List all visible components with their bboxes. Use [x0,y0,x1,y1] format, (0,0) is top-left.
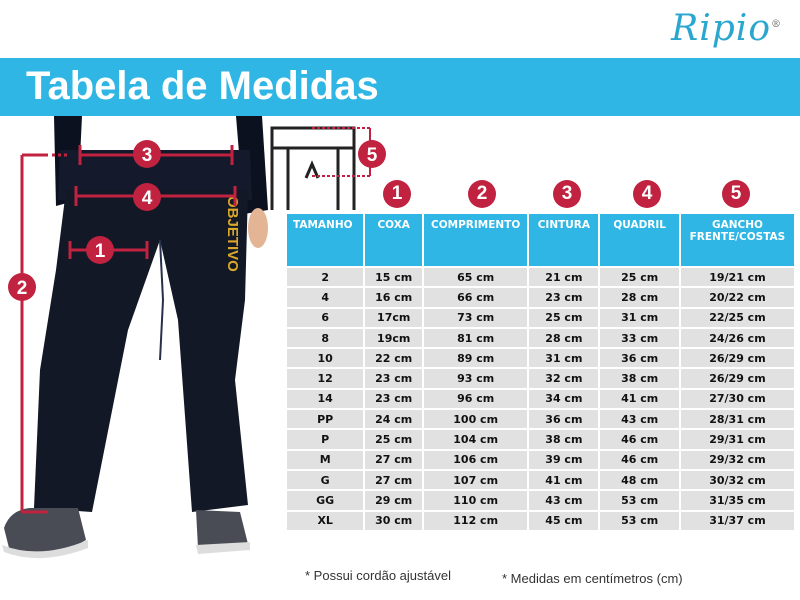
note-units: * Medidas em centímetros (cm) [502,571,683,586]
registered-mark: ® [771,19,782,30]
table-cell: 8 [287,329,363,347]
table-cell: 107 cm [424,471,527,489]
table-cell: 31 cm [600,309,678,327]
table-cell: 23 cm [365,369,422,387]
table-cell: M [287,451,363,469]
pants-print: OBJETIVO [224,196,241,272]
table-cell: 10 [287,349,363,367]
svg-text:4: 4 [141,188,153,209]
table-cell: 46 cm [600,430,678,448]
table-cell: 31 cm [529,349,598,367]
table-cell: 53 cm [600,512,678,530]
table-cell: 96 cm [424,390,527,408]
table-cell: 104 cm [424,430,527,448]
table-cell: 24/26 cm [681,329,794,347]
table-cell: 24 cm [365,410,422,428]
table-cell: 41 cm [529,471,598,489]
svg-text:2: 2 [16,278,28,299]
table-cell: 34 cm [529,390,598,408]
table-cell: 106 cm [424,451,527,469]
brand-name: Ripio [671,8,771,49]
table-cell: 23 cm [365,390,422,408]
table-cell: 20/22 cm [681,288,794,306]
column-header: TAMANHO [287,214,363,266]
table-cell: 19/21 cm [681,268,794,286]
table-cell: 6 [287,309,363,327]
figure-marker-2 [8,273,36,301]
table-cell: 53 cm [600,491,678,509]
table-row [287,390,794,408]
table-row [287,369,794,387]
table-cell: 29 cm [365,491,422,509]
table-cell: 46 cm [600,451,678,469]
title-banner [0,58,800,116]
table-cell: 14 [287,390,363,408]
table-cell: P [287,430,363,448]
column-header: QUADRIL [600,214,678,266]
table-cell: 32 cm [529,369,598,387]
table-cell: 27 cm [365,451,422,469]
gancho-diagram [266,120,396,210]
table-cell: 12 [287,369,363,387]
table-cell: 38 cm [529,430,598,448]
column-header: CINTURA [529,214,598,266]
table-cell: 19cm [365,329,422,347]
table-cell: 43 cm [529,491,598,509]
table-cell: 45 cm [529,512,598,530]
table-cell: 28 cm [529,329,598,347]
table-cell: 39 cm [529,451,598,469]
pants-fold [160,240,163,360]
column-header: COMPRIMENTO [424,214,527,266]
brand-logo [671,8,782,49]
table-cell: 22 cm [365,349,422,367]
hand [248,208,268,248]
size-table [285,212,796,532]
table-cell: 43 cm [600,410,678,428]
table-cell: 27 cm [365,471,422,489]
column-marker-4: 4 [633,180,661,208]
table-cell: GG [287,491,363,509]
svg-text:5: 5 [366,145,378,166]
table-body [287,268,794,530]
table-cell: 66 cm [424,288,527,306]
table-cell: 4 [287,288,363,306]
table-cell: 41 cm [600,390,678,408]
table-cell: 27/30 cm [681,390,794,408]
table-row [287,491,794,509]
table-cell: 30/32 cm [681,471,794,489]
table-cell: 38 cm [600,369,678,387]
figure-marker-5 [358,140,386,168]
table-cell: 26/29 cm [681,349,794,367]
table-cell: 2 [287,268,363,286]
table-cell: 22/25 cm [681,309,794,327]
table-row [287,451,794,469]
table-cell: 93 cm [424,369,527,387]
table-cell: 112 cm [424,512,527,530]
table-cell: PP [287,410,363,428]
size-table-container [285,212,796,532]
page-title: Tabela de Medidas [26,64,379,108]
table-header-row [287,214,794,266]
table-cell: 26/29 cm [681,369,794,387]
table-cell: 36 cm [529,410,598,428]
table-cell: G [287,471,363,489]
table-cell: 30 cm [365,512,422,530]
table-row [287,410,794,428]
table-cell: 17cm [365,309,422,327]
column-header: COXA [365,214,422,266]
note-drawstring: * Possui cordão ajustável [305,568,451,583]
column-marker-2: 2 [468,180,496,208]
table-cell: 48 cm [600,471,678,489]
table-row [287,471,794,489]
table-cell: 73 cm [424,309,527,327]
table-cell: 29/32 cm [681,451,794,469]
table-row [287,329,794,347]
table-row [287,288,794,306]
table-row [287,309,794,327]
table-cell: 15 cm [365,268,422,286]
table-row [287,430,794,448]
table-cell: 31/35 cm [681,491,794,509]
table-cell: 29/31 cm [681,430,794,448]
column-marker-5: 5 [722,180,750,208]
table-row [287,512,794,530]
table-cell: 21 cm [529,268,598,286]
table-cell: 33 cm [600,329,678,347]
figure-marker-4 [133,183,161,211]
table-cell: XL [287,512,363,530]
table-cell: 110 cm [424,491,527,509]
figure-marker-3 [133,140,161,168]
pants-body [34,190,248,512]
svg-text:1: 1 [94,241,106,262]
column-marker-3: 3 [553,180,581,208]
svg-text:3: 3 [141,145,153,166]
table-cell: 100 cm [424,410,527,428]
table-cell: 36 cm [600,349,678,367]
table-cell: 65 cm [424,268,527,286]
table-cell: 25 cm [529,309,598,327]
table-cell: 25 cm [600,268,678,286]
table-row [287,349,794,367]
table-cell: 25 cm [365,430,422,448]
table-row [287,268,794,286]
pants-figure [0,116,290,600]
figure-marker-1 [86,236,114,264]
right-shoe [196,510,248,548]
table-cell: 89 cm [424,349,527,367]
table-cell: 81 cm [424,329,527,347]
table-cell: 31/37 cm [681,512,794,530]
column-header: GANCHO FRENTE/COSTAS [681,214,794,266]
table-cell: 28/31 cm [681,410,794,428]
column-marker-1: 1 [383,180,411,208]
table-cell: 16 cm [365,288,422,306]
table-cell: 28 cm [600,288,678,306]
table-cell: 23 cm [529,288,598,306]
